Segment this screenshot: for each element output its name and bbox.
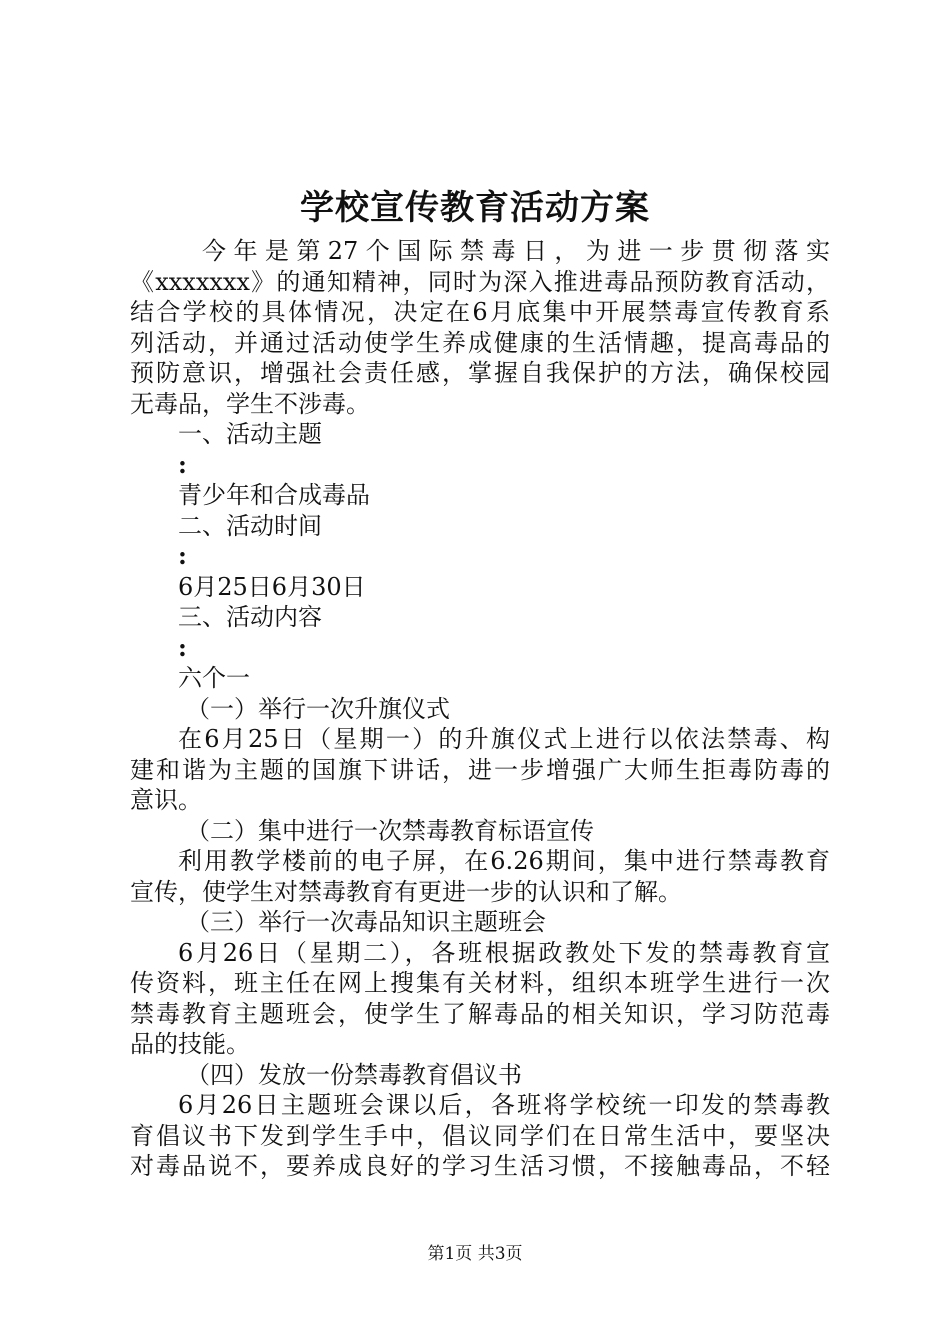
section3-colon: : bbox=[178, 632, 187, 662]
item2-line: 宣传，使学生对禁毒教育有更进一步的认识和了解。 bbox=[130, 877, 682, 906]
item4-line: 育倡议书下发到学生手中，倡议同学们在日常生活中，要坚决 bbox=[130, 1121, 830, 1150]
section3-heading: 三、活动内容 bbox=[178, 603, 322, 631]
section2-value: 6月25日6月30日 bbox=[178, 572, 366, 601]
section2-heading: 二、活动时间 bbox=[178, 511, 322, 540]
section2-colon: : bbox=[178, 541, 187, 570]
item4-heading: （四）发放一份禁毒教育倡议书 bbox=[186, 1060, 522, 1089]
item4-line: 6月26日主题班会课以后，各班将学校统一印发的禁毒教 bbox=[178, 1091, 830, 1119]
item1-line: 意识。 bbox=[130, 786, 202, 814]
item3-heading: （三）举行一次毒品知识主题班会 bbox=[186, 908, 546, 936]
item1-line: 在6月25日（星期一）的升旗仪式上进行以依法禁毒、构 bbox=[178, 725, 830, 753]
item1-line: 建和谐为主题的国旗下讲话，进一步增强广大师生拒毒防毒的 bbox=[130, 755, 830, 784]
intro-line: 今年是第27个国际禁毒日，为进一步贯彻落实 bbox=[202, 237, 830, 265]
intro-line: 预防意识，增强社会责任感，掌握自我保护的方法，确保校园 bbox=[130, 359, 830, 387]
intro-line: 无毒品，学生不涉毒。 bbox=[130, 389, 370, 418]
intro-line: 结合学校的具体情况，决定在6月底集中开展禁毒宣传教育系 bbox=[130, 298, 830, 326]
item4-line: 对毒品说不，要养成良好的学习生活习惯，不接触毒品，不轻 bbox=[130, 1152, 830, 1180]
section1-colon: : bbox=[178, 449, 187, 479]
item3-line: 6月26日（星期二），各班根据政教处下发的禁毒教育宣 bbox=[178, 938, 830, 967]
document-title: 学校宣传教育活动方案 bbox=[300, 188, 650, 228]
item1-heading: （一）举行一次升旗仪式 bbox=[186, 694, 450, 723]
page-footer: 第1页 共3页 bbox=[427, 1244, 523, 1264]
item3-line: 品的技能。 bbox=[130, 1030, 250, 1058]
intro-line: 列活动，并通过活动使学生养成健康的生活情趣，提高毒品的 bbox=[130, 328, 830, 357]
section3-value: 六个一 bbox=[178, 664, 250, 692]
item3-line: 禁毒教育主题班会，使学生了解毒品的相关知识，学习防范毒 bbox=[130, 999, 830, 1028]
document-body bbox=[130, 236, 830, 1182]
item2-line: 利用教学楼前的电子屏，在6.26期间，集中进行禁毒教育 bbox=[178, 847, 830, 875]
section1-value: 青少年和合成毒品 bbox=[178, 481, 370, 509]
intro-line: 《xxxxxxx》的通知精神，同时为深入推进毒品预防教育活动， bbox=[130, 267, 830, 296]
item2-heading: （二）集中进行一次禁毒教育标语宣传 bbox=[186, 816, 594, 845]
item3-line: 传资料，班主任在网上搜集有关材料，组织本班学生进行一次 bbox=[130, 969, 830, 997]
section1-heading: 一、活动主题 bbox=[178, 420, 322, 448]
